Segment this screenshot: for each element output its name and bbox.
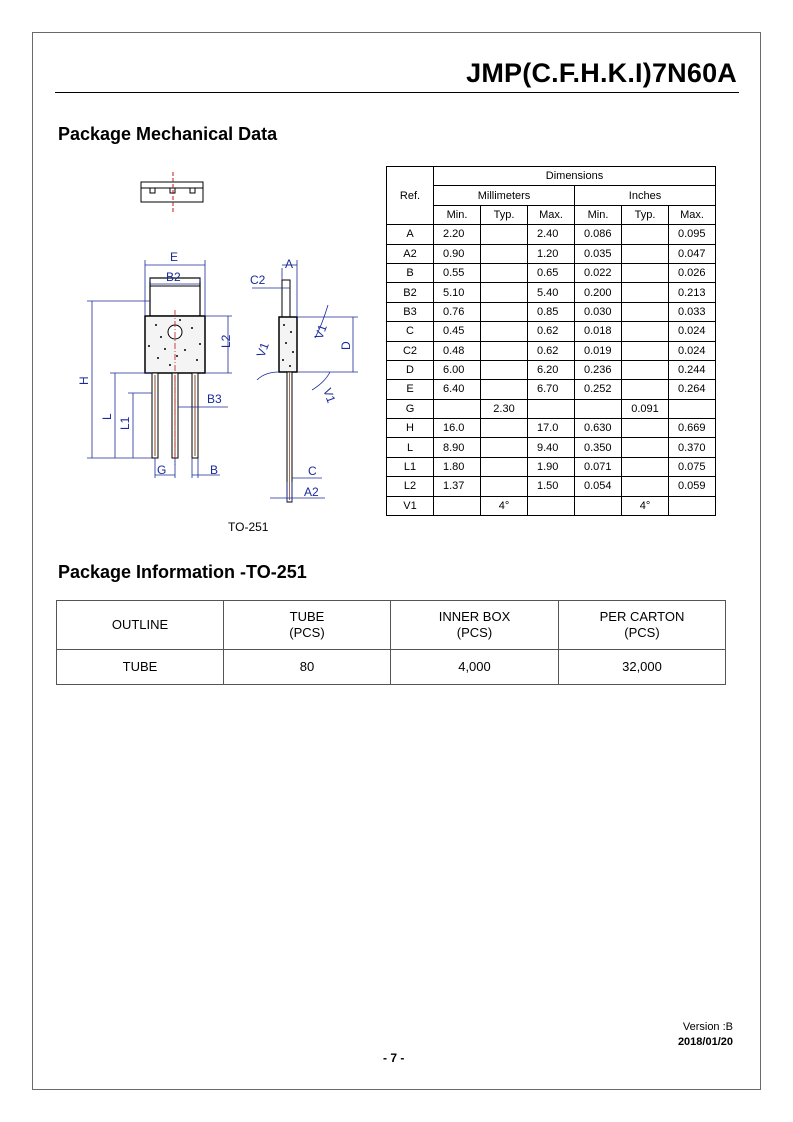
dims-row [387, 283, 716, 302]
package-top-view [141, 172, 203, 212]
dims-value-cell [481, 244, 528, 263]
dims-value-cell: 0.213 [669, 283, 716, 302]
dims-value-cell: 0.244 [669, 360, 716, 379]
dims-value-cell [669, 399, 716, 418]
dim-label-v1-lower: V1 [320, 386, 339, 405]
dim-label-g: G [157, 463, 167, 477]
dims-value-cell: 5.40 [528, 283, 575, 302]
dims-value-cell: 0.62 [528, 322, 575, 341]
sub-header: Min. [575, 205, 622, 224]
dims-value-cell: 16.0 [434, 419, 481, 438]
dims-value-cell: 17.0 [528, 419, 575, 438]
mm-header: Millimeters [434, 186, 575, 205]
dims-value-cell: 1.37 [434, 477, 481, 496]
dims-row [387, 438, 716, 457]
dims-value-cell [622, 244, 669, 263]
dims-value-cell [481, 322, 528, 341]
dims-value-cell: 0.65 [528, 263, 575, 282]
dims-value-cell: 8.90 [434, 438, 481, 457]
header-outline-label: OUTLINE [111, 617, 169, 632]
dim-label-c: C [308, 464, 317, 478]
dims-value-cell [481, 263, 528, 282]
dims-value-cell [622, 302, 669, 321]
dims-value-cell: 0.022 [575, 263, 622, 282]
dims-value-cell [528, 399, 575, 418]
header-tube-unit: (PCS) [289, 625, 325, 640]
dims-value-cell [575, 399, 622, 418]
dims-value-cell [528, 496, 575, 515]
dims-value-cell: 0.095 [669, 225, 716, 244]
dims-value-cell: 0.018 [575, 322, 622, 341]
sub-header: Typ. [622, 205, 669, 224]
dims-value-cell [622, 380, 669, 399]
dims-value-cell: 5.10 [434, 283, 481, 302]
dims-value-cell: 0.075 [669, 457, 716, 476]
package-caption: TO-251 [228, 520, 269, 534]
dims-value-cell: 0.90 [434, 244, 481, 263]
dim-label-l1: L1 [118, 416, 132, 430]
dims-ref-cell: A2 [387, 244, 434, 263]
date-label: 2018/01/20 [677, 1036, 733, 1048]
dims-value-cell [622, 263, 669, 282]
dims-value-cell [622, 341, 669, 360]
dims-row [387, 360, 716, 379]
dims-value-cell [622, 283, 669, 302]
dims-value-cell: 1.80 [434, 457, 481, 476]
dims-value-cell [575, 496, 622, 515]
sub-header: Typ. [481, 205, 528, 224]
dim-label-d: D [339, 341, 353, 350]
dims-value-cell [481, 477, 528, 496]
header-inner-box-unit: (PCS) [456, 625, 493, 640]
package-info-data-row [57, 650, 726, 685]
dims-value-cell: 0.026 [669, 263, 716, 282]
sub-header: Max. [669, 205, 716, 224]
dims-value-cell: 0.370 [669, 438, 716, 457]
dims-value-cell: 0.071 [575, 457, 622, 476]
dims-value-cell: 6.70 [528, 380, 575, 399]
dims-value-cell: 0.62 [528, 341, 575, 360]
sub-header: Min. [434, 205, 481, 224]
dims-ref-cell: A [387, 225, 434, 244]
dims-value-cell: 0.086 [575, 225, 622, 244]
dims-value-cell: 6.40 [434, 380, 481, 399]
dims-ref-cell: V1 [387, 496, 434, 515]
header-per-carton-unit: (PCS) [624, 625, 660, 640]
dims-value-cell: 2.30 [481, 399, 528, 418]
header-tube [224, 601, 391, 650]
dims-header-row [387, 167, 716, 186]
inch-header: Inches [575, 186, 716, 205]
dims-value-cell [622, 322, 669, 341]
version-label: Version :B [682, 1021, 733, 1033]
dims-ref-cell: H [387, 419, 434, 438]
dims-value-cell [481, 419, 528, 438]
dims-value-cell: 6.20 [528, 360, 575, 379]
dims-ref-cell: L2 [387, 477, 434, 496]
header-inner-box [391, 601, 559, 650]
cell-outline: TUBE [57, 650, 224, 685]
dims-value-cell: 9.40 [528, 438, 575, 457]
sub-header: Max. [528, 205, 575, 224]
dims-row [387, 457, 716, 476]
dims-value-cell: 0.091 [622, 399, 669, 418]
dims-value-cell: 0.033 [669, 302, 716, 321]
package-info-table [56, 600, 726, 685]
dim-label-l2: L2 [219, 334, 233, 348]
dims-value-cell: 0.55 [434, 263, 481, 282]
package-front-view [145, 278, 205, 465]
dims-row [387, 399, 716, 418]
dim-label-b: B [210, 463, 219, 477]
dims-row [387, 419, 716, 438]
dims-value-cell: 0.024 [669, 341, 716, 360]
dims-value-cell [622, 360, 669, 379]
dims-row [387, 322, 716, 341]
part-number-title: JMP(C.F.H.K.I)7N60A [466, 58, 737, 88]
dims-row [387, 477, 716, 496]
dim-label-l: L [100, 413, 114, 420]
dims-value-cell [481, 283, 528, 302]
dims-row [387, 263, 716, 282]
dims-value-cell [481, 341, 528, 360]
dims-value-cell: 0.85 [528, 302, 575, 321]
dims-value-cell: 0.035 [575, 244, 622, 263]
dims-value-cell: 0.059 [669, 477, 716, 496]
dims-value-cell: 0.019 [575, 341, 622, 360]
dims-value-cell: 0.76 [434, 302, 481, 321]
dims-value-cell: 0.350 [575, 438, 622, 457]
dims-value-cell: 0.669 [669, 419, 716, 438]
dim-label-b2: B2 [166, 270, 181, 284]
dimensions-table [386, 166, 716, 516]
side-dimension-labels [250, 257, 353, 499]
dims-value-cell: 4° [622, 496, 669, 515]
dims-value-cell: 1.50 [528, 477, 575, 496]
title-rule [55, 92, 739, 93]
dim-label-b3: B3 [207, 392, 222, 406]
dims-value-cell [481, 360, 528, 379]
section-heading-information: Package Information -TO-251 [58, 562, 307, 582]
dims-value-cell [622, 225, 669, 244]
dims-value-cell: 2.20 [434, 225, 481, 244]
dims-row [387, 302, 716, 321]
dims-value-cell [622, 477, 669, 496]
dims-value-cell: 0.054 [575, 477, 622, 496]
dims-value-cell [434, 399, 481, 418]
package-info-header-row [57, 601, 726, 650]
dims-value-cell: 0.48 [434, 341, 481, 360]
header-tube-label: TUBE [289, 609, 325, 624]
dims-value-cell: 0.630 [575, 419, 622, 438]
dims-value-cell: 0.45 [434, 322, 481, 341]
cell-tube-qty: 80 [224, 650, 391, 685]
dims-ref-cell: B3 [387, 302, 434, 321]
dims-value-cell: 1.90 [528, 457, 575, 476]
dims-value-cell: 0.236 [575, 360, 622, 379]
header-per-carton-label: PER CARTON [599, 609, 685, 624]
dims-value-cell [434, 496, 481, 515]
page-number: - 7 - [383, 1051, 405, 1065]
dims-row [387, 496, 716, 515]
dim-label-a2: A2 [304, 485, 319, 499]
dims-ref-cell: G [387, 399, 434, 418]
dim-label-c2: C2 [250, 273, 266, 287]
dims-ref-cell: L [387, 438, 434, 457]
dim-label-h: H [77, 376, 91, 385]
package-drawing [60, 160, 380, 545]
dims-ref-cell: C [387, 322, 434, 341]
dims-value-cell: 4° [481, 496, 528, 515]
dims-value-cell: 0.252 [575, 380, 622, 399]
dims-value-cell [481, 380, 528, 399]
dim-label-v1-right: V1 [311, 322, 330, 342]
dims-value-cell [669, 496, 716, 515]
ref-header: Ref. [387, 167, 434, 225]
dims-row [387, 244, 716, 263]
dims-value-cell: 6.00 [434, 360, 481, 379]
package-side-view [279, 280, 297, 502]
dims-ref-cell: D [387, 360, 434, 379]
dim-label-v1-left: V1 [253, 340, 272, 360]
dims-value-cell: 0.264 [669, 380, 716, 399]
cell-inner-box-qty: 4,000 [391, 650, 559, 685]
dims-row [387, 341, 716, 360]
dims-value-cell: 0.030 [575, 302, 622, 321]
dims-value-cell [622, 438, 669, 457]
dims-value-cell [481, 457, 528, 476]
dim-label-a: A [285, 257, 294, 271]
dims-ref-cell: E [387, 380, 434, 399]
header-outline [57, 601, 224, 650]
dims-value-cell [622, 419, 669, 438]
header-inner-box-label: INNER BOX [438, 609, 511, 624]
dim-label-e: E [170, 250, 179, 264]
dims-value-cell [481, 225, 528, 244]
dims-unit-row [387, 186, 716, 205]
dims-value-cell: 0.200 [575, 283, 622, 302]
dims-value-cell: 0.047 [669, 244, 716, 263]
dims-sub-row [387, 205, 716, 224]
dims-ref-cell: C2 [387, 341, 434, 360]
dims-value-cell [481, 438, 528, 457]
dims-row [387, 380, 716, 399]
cell-per-carton-qty: 32,000 [559, 650, 726, 685]
section-heading-mechanical: Package Mechanical Data [58, 124, 278, 144]
dims-value-cell: 1.20 [528, 244, 575, 263]
dims-ref-cell: L1 [387, 457, 434, 476]
dims-ref-cell: B [387, 263, 434, 282]
dims-value-cell: 2.40 [528, 225, 575, 244]
dims-value-cell: 0.024 [669, 322, 716, 341]
dims-value-cell [481, 302, 528, 321]
dimensions-header: Dimensions [434, 167, 716, 186]
dims-value-cell [622, 457, 669, 476]
dims-ref-cell: B2 [387, 283, 434, 302]
header-per-carton [559, 601, 726, 650]
side-dimension-lines [252, 260, 358, 502]
dims-row [387, 225, 716, 244]
